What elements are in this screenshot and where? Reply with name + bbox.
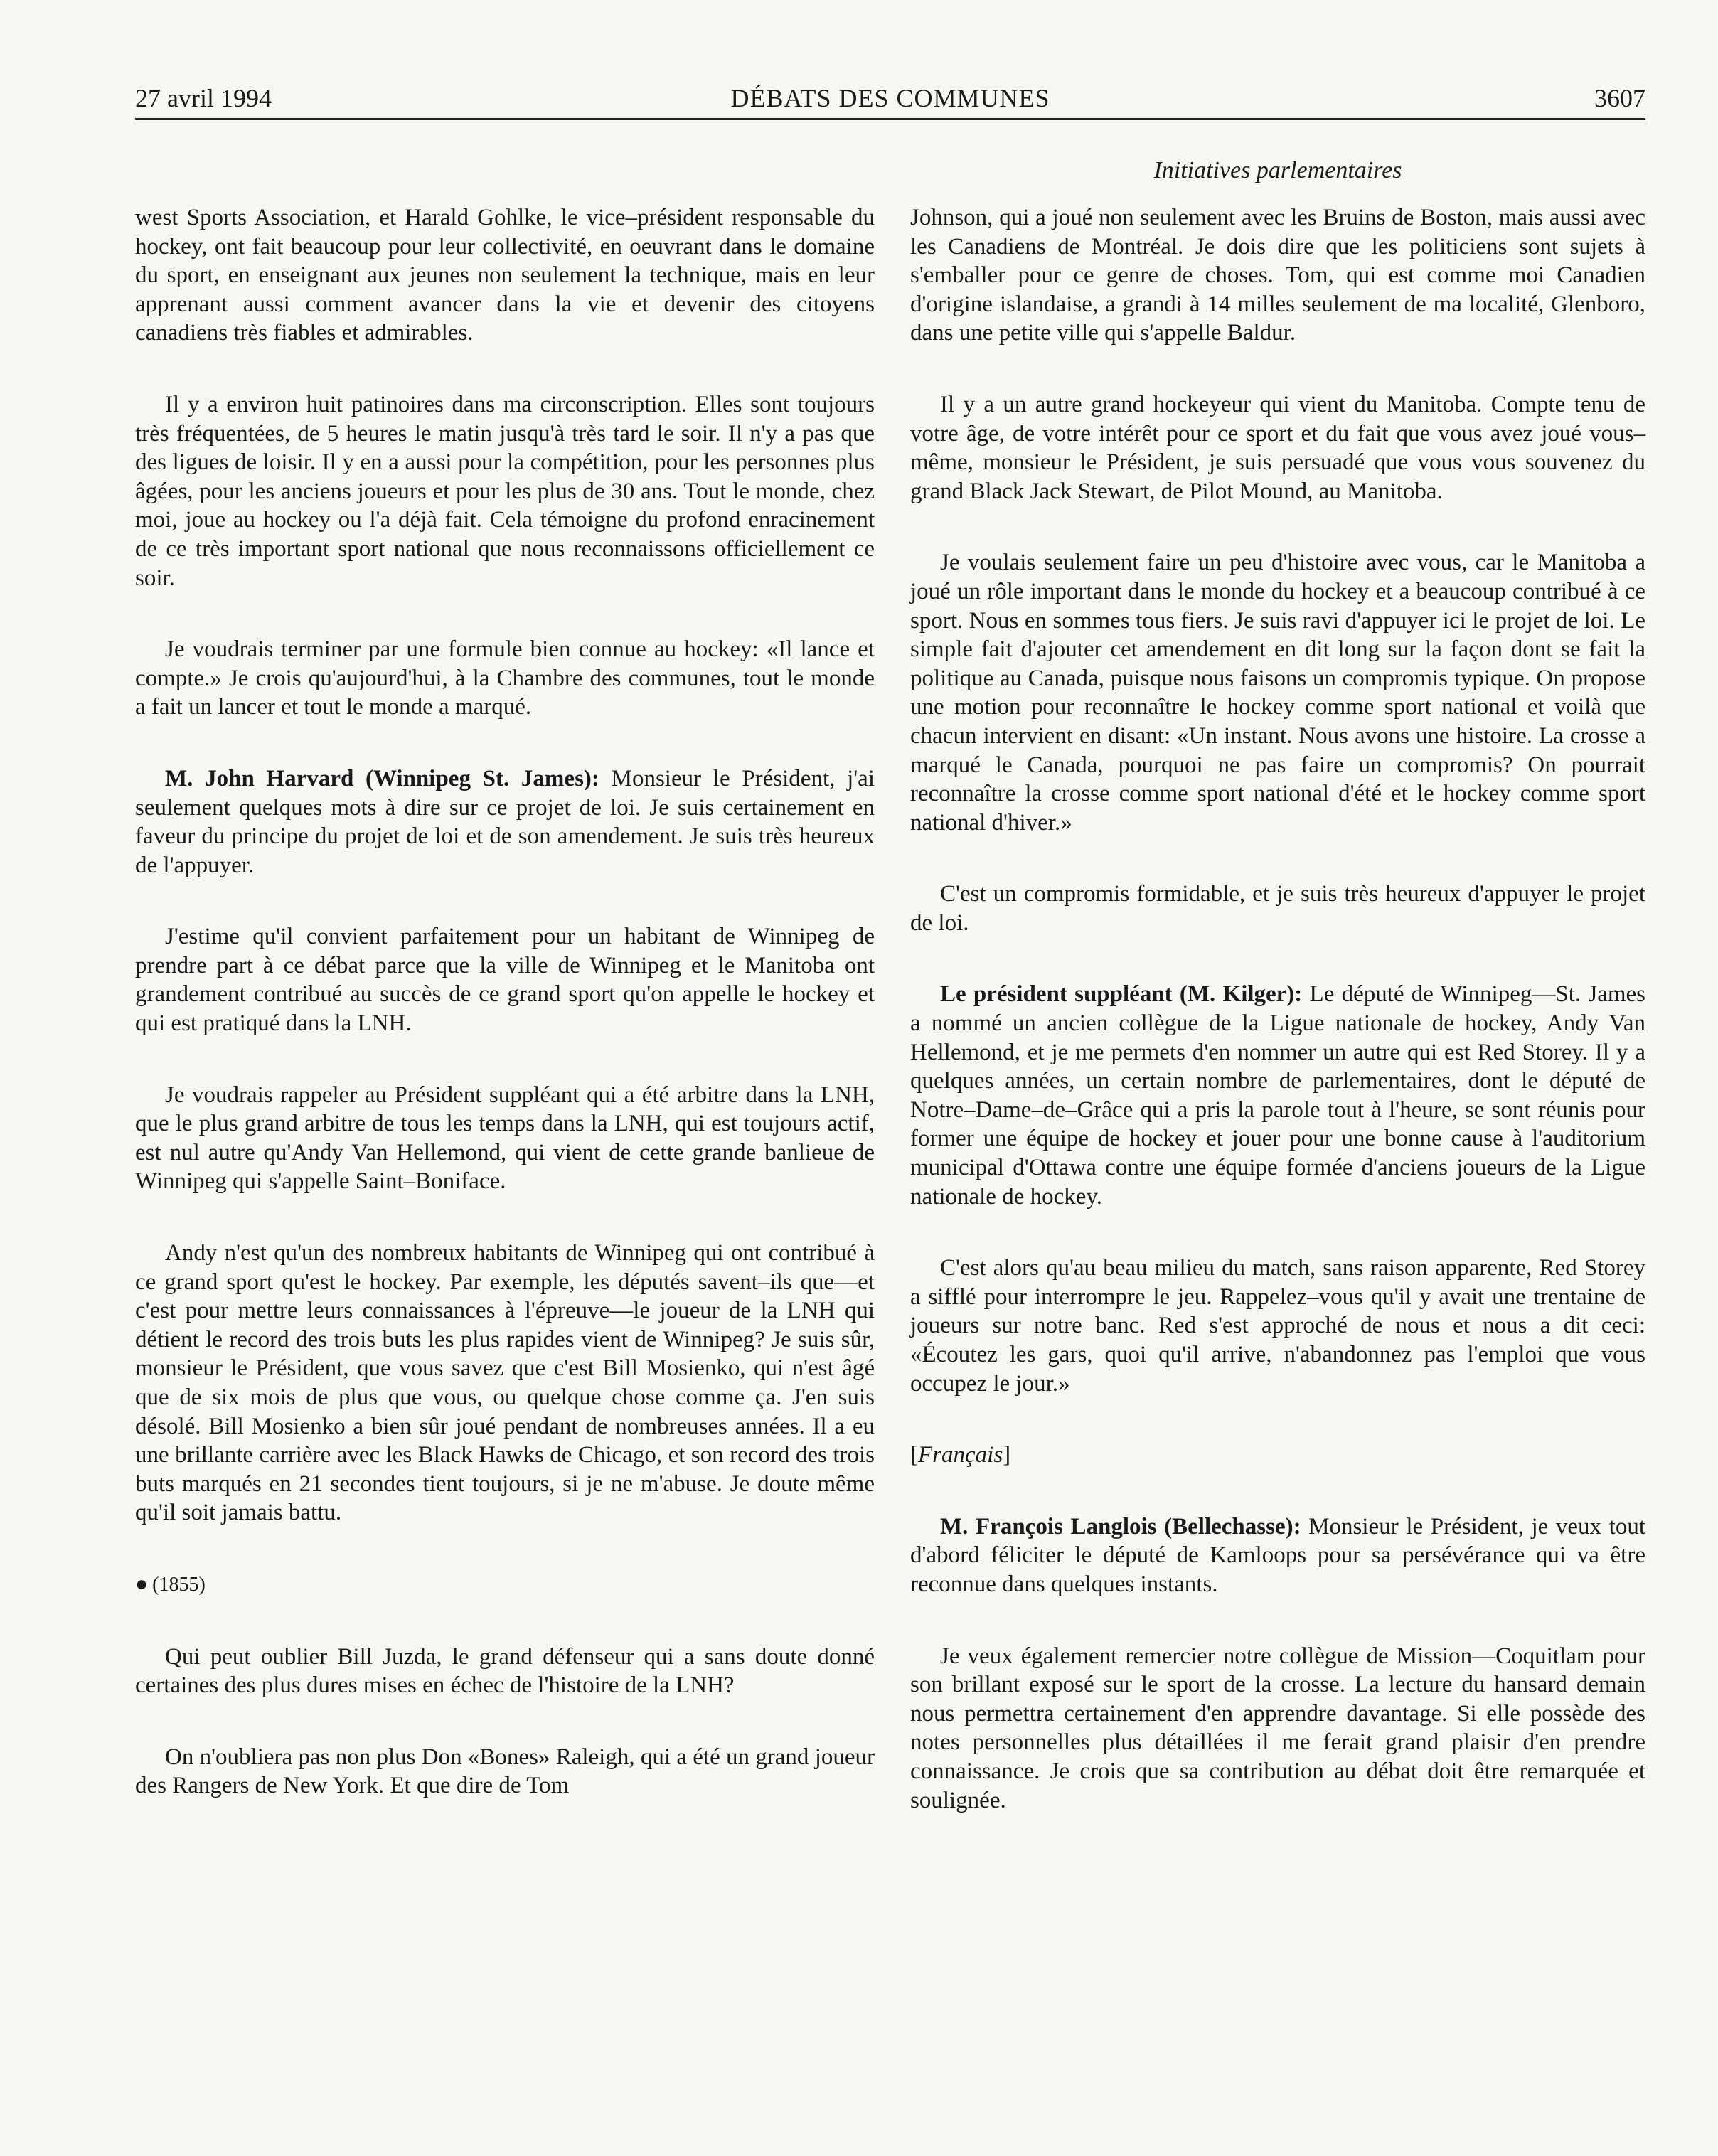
paragraph-text: Qui peut oublier Bill Juzda, le grand défenseur qui a sans doute donné certaines des plus dures mises en échec de l'histoire de la LNH? xyxy=(135,1643,875,1699)
paragraph xyxy=(135,922,875,1037)
paragraph xyxy=(135,1239,875,1527)
paragraph-text: west Sports Association, et Harald Gohlke, le vice–président responsable du hockey, ont fait beaucoup pour leur collectivité, en oeuvrant dans le domaine du sport, en enseignant aux jeunes non seulement la technique, mais en leur apprenant aussi comment avancer dans la vie et devenir des citoyens canadiens très fiables et admirables. xyxy=(135,205,875,346)
paragraph-text: On n'oubliera pas non plus Don «Bones» Raleigh, qui a été un grand joueur des Rangers de New York. Et que dire de Tom xyxy=(135,1744,875,1799)
paragraph-text: C'est un compromis formidable, et je suis très heureux d'appuyer le projet de loi. xyxy=(910,881,1645,936)
time-marker-text: (1855) xyxy=(152,1573,206,1596)
paragraph-text: J'estime qu'il convient parfaitement pour un habitant de Winnipeg de prendre part à ce débat parce que la ville de Winnipeg et le Manitoba ont grandement contribué au succès de ce grand sport qu'on appelle le hockey et qui est pratiqué dans la LNH. xyxy=(135,924,875,1037)
paragraph xyxy=(910,1254,1645,1398)
header-rule xyxy=(135,118,1645,120)
paragraph xyxy=(135,1081,875,1196)
paragraph-text: Je voudrais terminer par une formule bien connue au hockey: «Il lance et compte.» Je crois qu'aujourd'hui, à la Chambre des communes, tout le monde a fait un lancer et tout le monde a marqué. xyxy=(135,636,875,720)
running-head xyxy=(135,77,1645,119)
language-tag xyxy=(910,1441,1645,1470)
paragraph xyxy=(135,1643,875,1700)
paragraph-text: C'est alors qu'au beau milieu du match, sans raison apparente, Red Storey a sifflé pour interrompre le jeu. Rappelez–vous qu'il y avait une trentaine de joueurs sur notre banc. Red s'est approché de nous et nous a dit ceci: «Écoutez les gars, quoi qu'il arrive, n'abandonnez pas l'emploi que vous occupez le jour.» xyxy=(910,1255,1645,1397)
header-journal-title: DÉBATS DES COMMUNES xyxy=(730,84,1050,112)
speaker-name: M. François Langlois (Bellechasse): xyxy=(940,1513,1301,1539)
speaker-name: Le président suppléant (M. Kilger): xyxy=(940,981,1303,1008)
language-tag-text: Français xyxy=(918,1442,1003,1468)
paragraph-text: Il y a environ huit patinoires dans ma circonscription. Elles sont toujours très fréquentées, de 5 heures le matin jusqu'à très tard le soir. Il n'y a pas que des ligues de loisir. Il y en a aussi pour la compétition, pour les personnes plus âgées, pour les anciens joueurs et pour les plus de 30 ans. Tout le monde, chez moi, joue au hockey ou l'a déjà fait. Cela témoigne du profond enracinement de ce très important sport national que nous reconnaissons officiellement ce soir. xyxy=(135,391,875,591)
bracket-open-icon: [ xyxy=(910,1442,918,1468)
paragraph xyxy=(910,1512,1645,1599)
paragraph xyxy=(910,980,1645,1211)
paragraph xyxy=(910,1642,1645,1815)
paragraph xyxy=(910,548,1645,837)
bullet-icon: ● xyxy=(135,1571,149,1596)
paragraph xyxy=(135,1743,875,1800)
paragraph-text: Monsieur le Président, je veux tout d'abord féliciter le député de Kamloops pour sa persévérance qui va être reconnue dans quelques instants. xyxy=(910,1513,1645,1597)
paragraph-text: Andy n'est qu'un des nombreux habitants de Winnipeg qui ont contribué à ce grand sport qu'est le hockey. Par exemple, les députés savent–ils que—et c'est pour mettre leurs connaissances à l'épreuve—le joueur de la LNH qui détient le record des trois buts les plus rapides vient de Winnipeg? Je suis sûr, monsieur le Président, que vous savez que c'est Bill Mosienko, qui n'est âgé que de six mois de plus que vous, ou quelque chose comme ça. J'en suis désolé. Bill Mosienko a bien sûr joué pendant de nombreuses années. Il a eu une brillante carrière avec les Black Hawks de Chicago, et son record des trois buts marqués en 21 secondes tient toujours, si je ne m'abuse. Je doute même qu'il soit jamais battu. xyxy=(135,1240,875,1526)
paragraph xyxy=(135,764,875,880)
paragraph-text: Johnson, qui a joué non seulement avec les Bruins de Boston, mais aussi avec les Canadiens de Montréal. Je dois dire que les politiciens sont sujets à s'emballer pour ce genre de choses. Tom, qui est comme moi Canadien d'origine islandaise, a grandi à 14 milles seulement de ma localité, Glenboro, dans une petite ville qui s'appelle Baldur. xyxy=(910,205,1645,346)
paragraph-text: Je voudrais rappeler au Président suppléant qui a été arbitre dans la LNH, que le plus grand arbitre de tous les temps dans la LNH, qui est toujours actif, est nul autre qu'Andy Van Hellemond, qui vient de cette grande banlieue de Winnipeg qui s'appelle Saint–Boniface. xyxy=(135,1082,875,1195)
paragraph xyxy=(135,390,875,592)
header-page-number: 3607 xyxy=(1594,84,1645,112)
speaker-name: M. John Harvard (Winnipeg St. James): xyxy=(165,765,599,791)
bracket-close-icon: ] xyxy=(1003,1442,1011,1468)
section-heading: Initiatives parlementaires xyxy=(1153,157,1402,183)
paragraph-text: Je veux également remercier notre collègue de Mission—Coquitlam pour son brillant exposé sur le sport de la crosse. La lecture du hansard demain nous permettra certainement d'en apprendre davantage. Si elle possède des notes personnelles plus détaillées il me ferait grand plaisir d'en prendre connaissance. Je crois que sa contribution au débat doit être remarquée et soulignée. xyxy=(910,1643,1645,1813)
right-column xyxy=(910,203,1645,1857)
paragraph xyxy=(910,390,1645,506)
left-column xyxy=(135,203,875,1843)
paragraph xyxy=(910,203,1645,348)
paragraph xyxy=(135,203,875,348)
time-marker xyxy=(135,1570,875,1600)
paragraph-text: Je voulais seulement faire un peu d'histoire avec vous, car le Manitoba a joué un rôle important dans le monde du hockey et a beaucoup contribué à ce sport. Nous en sommes tous fiers. Je suis ravi d'appuyer ici le projet de loi. Le simple fait d'ajouter cet amendement en dit long sur la façon dont se fait la politique au Canada, puisque nous faisons un compromis typique. On propose une motion pour reconnaître le hockey comme sport national et voilà que chacun intervient en disant: «Un instant. Nous avons une histoire. La crosse a marqué le Canada, pourquoi ne pas faire un compromis? On pourrait reconnaître la crosse comme sport national d'été et le hockey comme sport national d'hiver.» xyxy=(910,550,1645,836)
paragraph-text: Il y a un autre grand hockeyeur qui vient du Manitoba. Compte tenu de votre âge, de votre intérêt pour ce sport et du fait que vous avez joué vous–même, monsieur le Président, je suis persuadé que vous vous souvenez du grand Black Jack Stewart, de Pilot Mound, au Manitoba. xyxy=(910,391,1645,504)
paragraph-text: Monsieur le Président, j'ai seulement quelques mots à dire sur ce projet de loi. Je suis certainement en faveur du principe du projet de loi et de son amendement. Je suis très heureux de l'appuyer. xyxy=(135,765,875,878)
header-date: 27 avril 1994 xyxy=(135,84,272,112)
paragraph xyxy=(910,880,1645,937)
paragraph-text: Le député de Winnipeg—St. James a nommé un ancien collègue de la Ligue nationale de hockey, Andy Van Hellemond, et je me permets d'en nommer un autre qui est Red Storey. Il y a quelques années, un certain nombre de parlementaires, dont le député de Notre–Dame–de–Grâce qui a pris la parole tout à l'heure, se sont réunis pour former une équipe de hockey et jouer pour une bonne cause à l'auditorium municipal d'Ottawa contre une équipe formée d'anciens joueurs de la Ligue nationale de hockey. xyxy=(910,981,1646,1210)
paragraph xyxy=(135,635,875,722)
